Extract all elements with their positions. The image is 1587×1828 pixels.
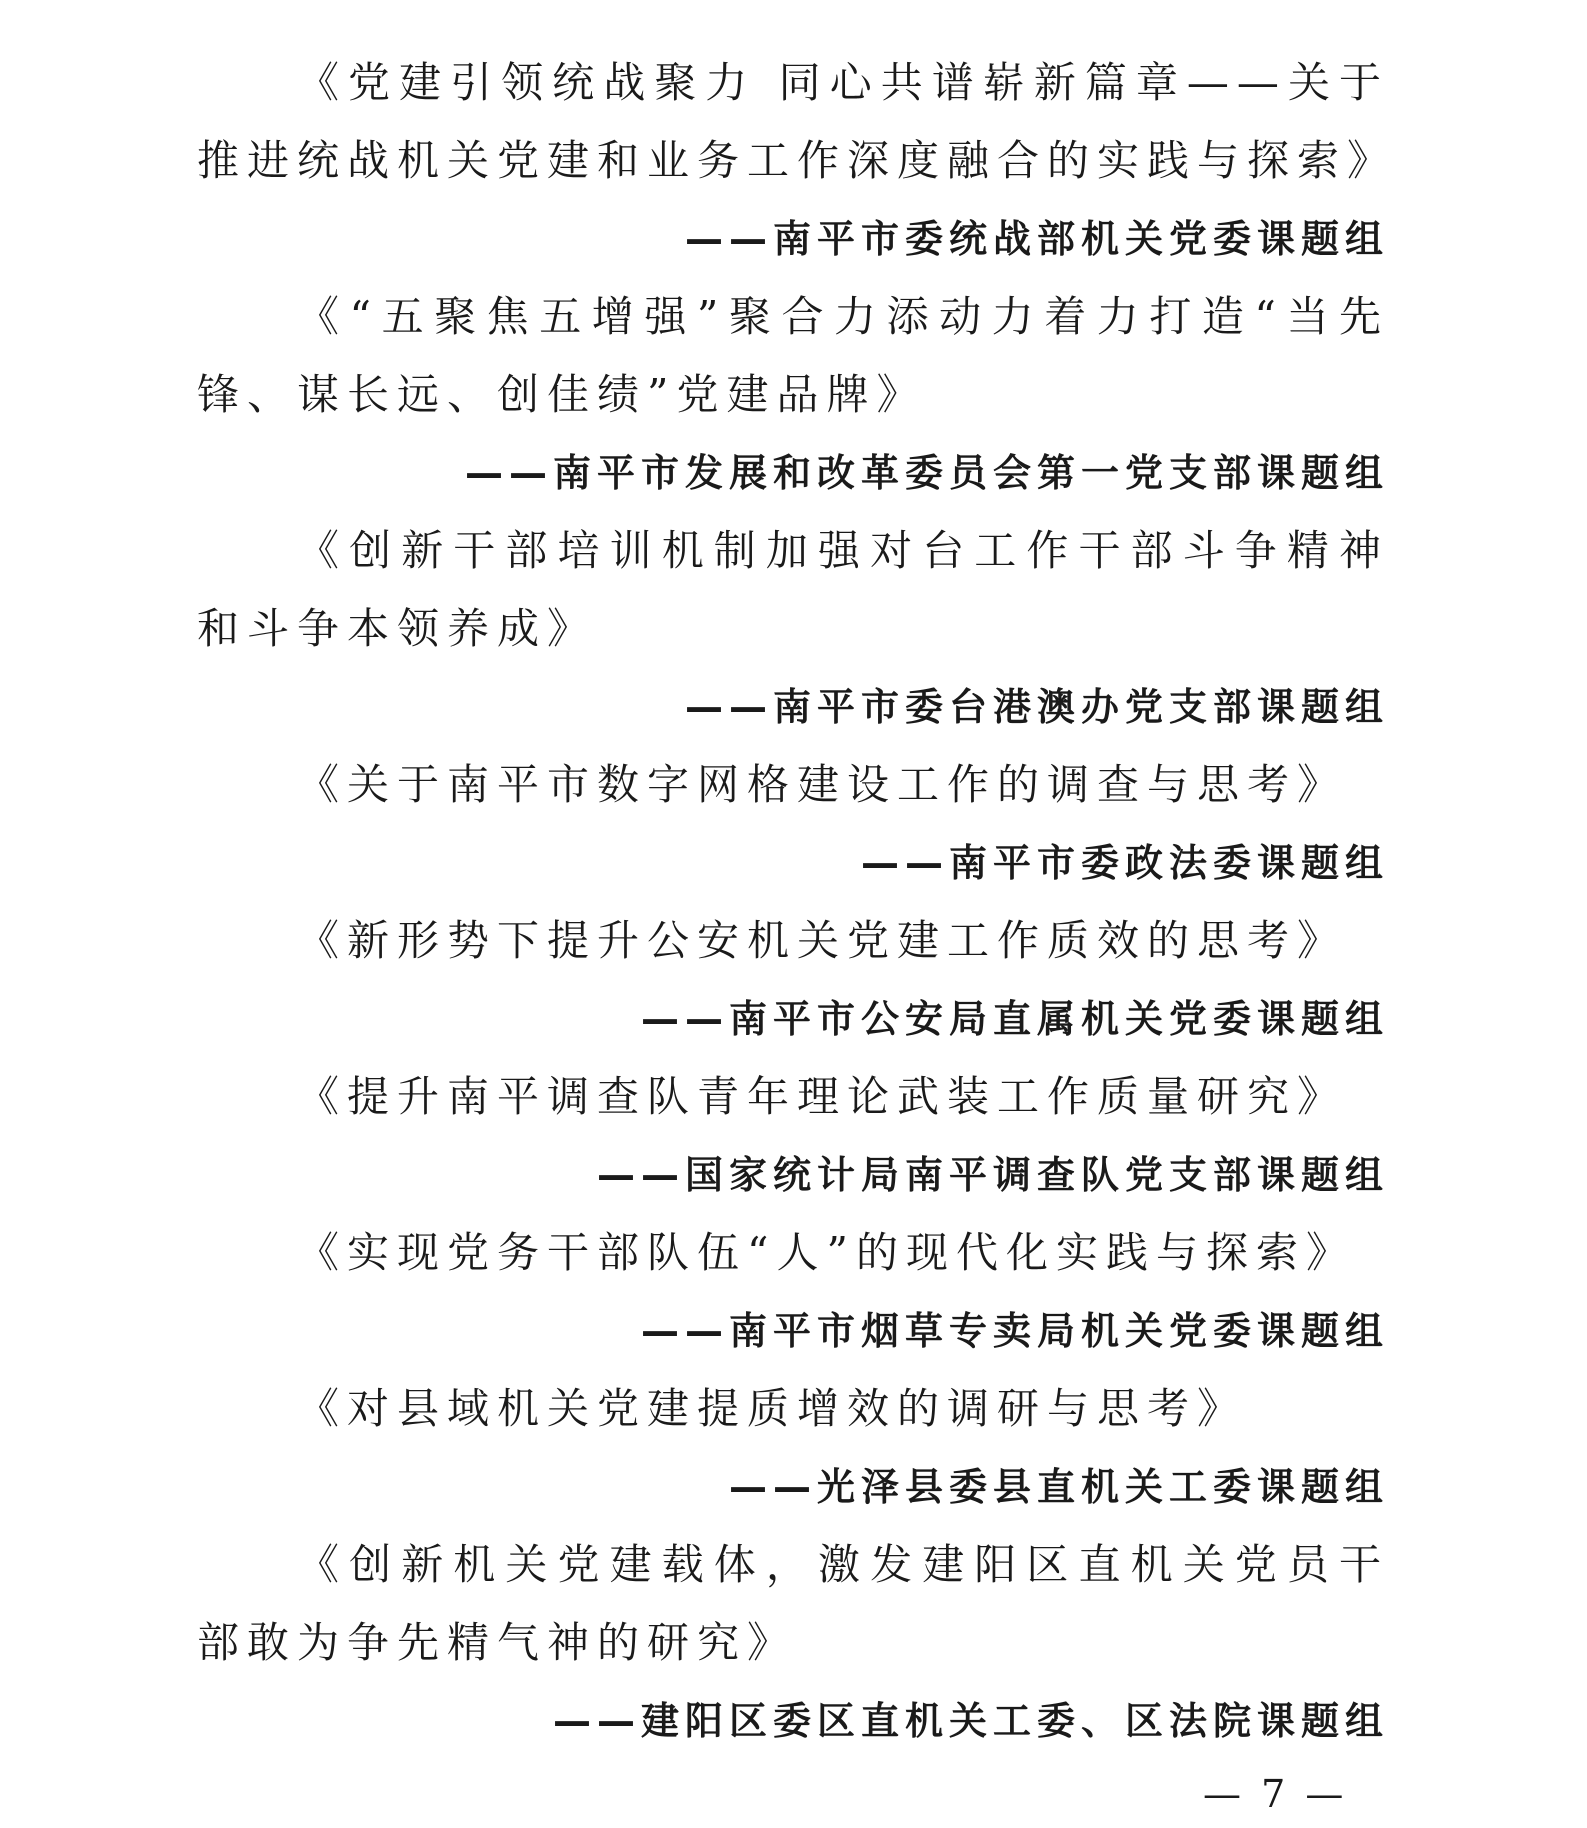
- entry-5: [197, 902, 1389, 1058]
- entry-title: 《党建引领统战聚力 同心共谱崭新篇章——关于推进统战机关党建和业务工作深度融合的实践与探索》: [197, 58, 1398, 185]
- entry-author: ——南平市委台港澳办党支部课题组: [684, 685, 1389, 729]
- entry-8: [197, 1370, 1389, 1526]
- entry-title: 《提升南平调查队青年理论武装工作质量研究》: [297, 1072, 1348, 1121]
- page-number: — 7 —: [1203, 1772, 1348, 1816]
- entry-title: 《关于南平市数字网格建设工作的调查与思考》: [297, 760, 1348, 809]
- entry-3: [197, 512, 1389, 746]
- entry-author: ——南平市烟草专卖局机关党委课题组: [640, 1309, 1389, 1353]
- entry-author: ——光泽县委县直机关工委课题组: [728, 1465, 1389, 1509]
- entry-author: ——南平市委政法委课题组: [860, 841, 1389, 885]
- entry-7: [197, 1214, 1389, 1370]
- entry-title: 《创新干部培训机制加强对台工作干部斗争精神和斗争本领养成》: [197, 526, 1389, 653]
- entry-9: [197, 1526, 1389, 1760]
- entry-title: 《“五聚焦五增强”聚合力添动力着力打造“当先锋、谋长远、创佳绩”党建品牌》: [197, 292, 1389, 419]
- entry-title: 《对县域机关党建提质增效的调研与思考》: [297, 1384, 1248, 1433]
- entry-4: [197, 746, 1389, 902]
- entry-2: [197, 278, 1389, 512]
- entry-list: [197, 44, 1398, 1760]
- entry-author: ——南平市公安局直属机关党委课题组: [640, 997, 1389, 1041]
- entry-title: 《创新机关党建载体，激发建阳区直机关党员干部敢为争先精气神的研究》: [197, 1540, 1389, 1667]
- entry-author: ——建阳区委区直机关工委、区法院课题组: [552, 1699, 1389, 1743]
- entry-author: ——国家统计局南平调查队党支部课题组: [596, 1153, 1389, 1197]
- entry-6: [197, 1058, 1389, 1214]
- entry-1: [197, 44, 1398, 278]
- entry-author: ——南平市发展和改革委员会第一党支部课题组: [464, 451, 1389, 495]
- entry-author: ——南平市委统战部机关党委课题组: [684, 217, 1389, 261]
- entry-title: 《实现党务干部队伍“人”的现代化实践与探索》: [297, 1228, 1356, 1277]
- entry-title: 《新形势下提升公安机关党建工作质效的思考》: [297, 916, 1348, 965]
